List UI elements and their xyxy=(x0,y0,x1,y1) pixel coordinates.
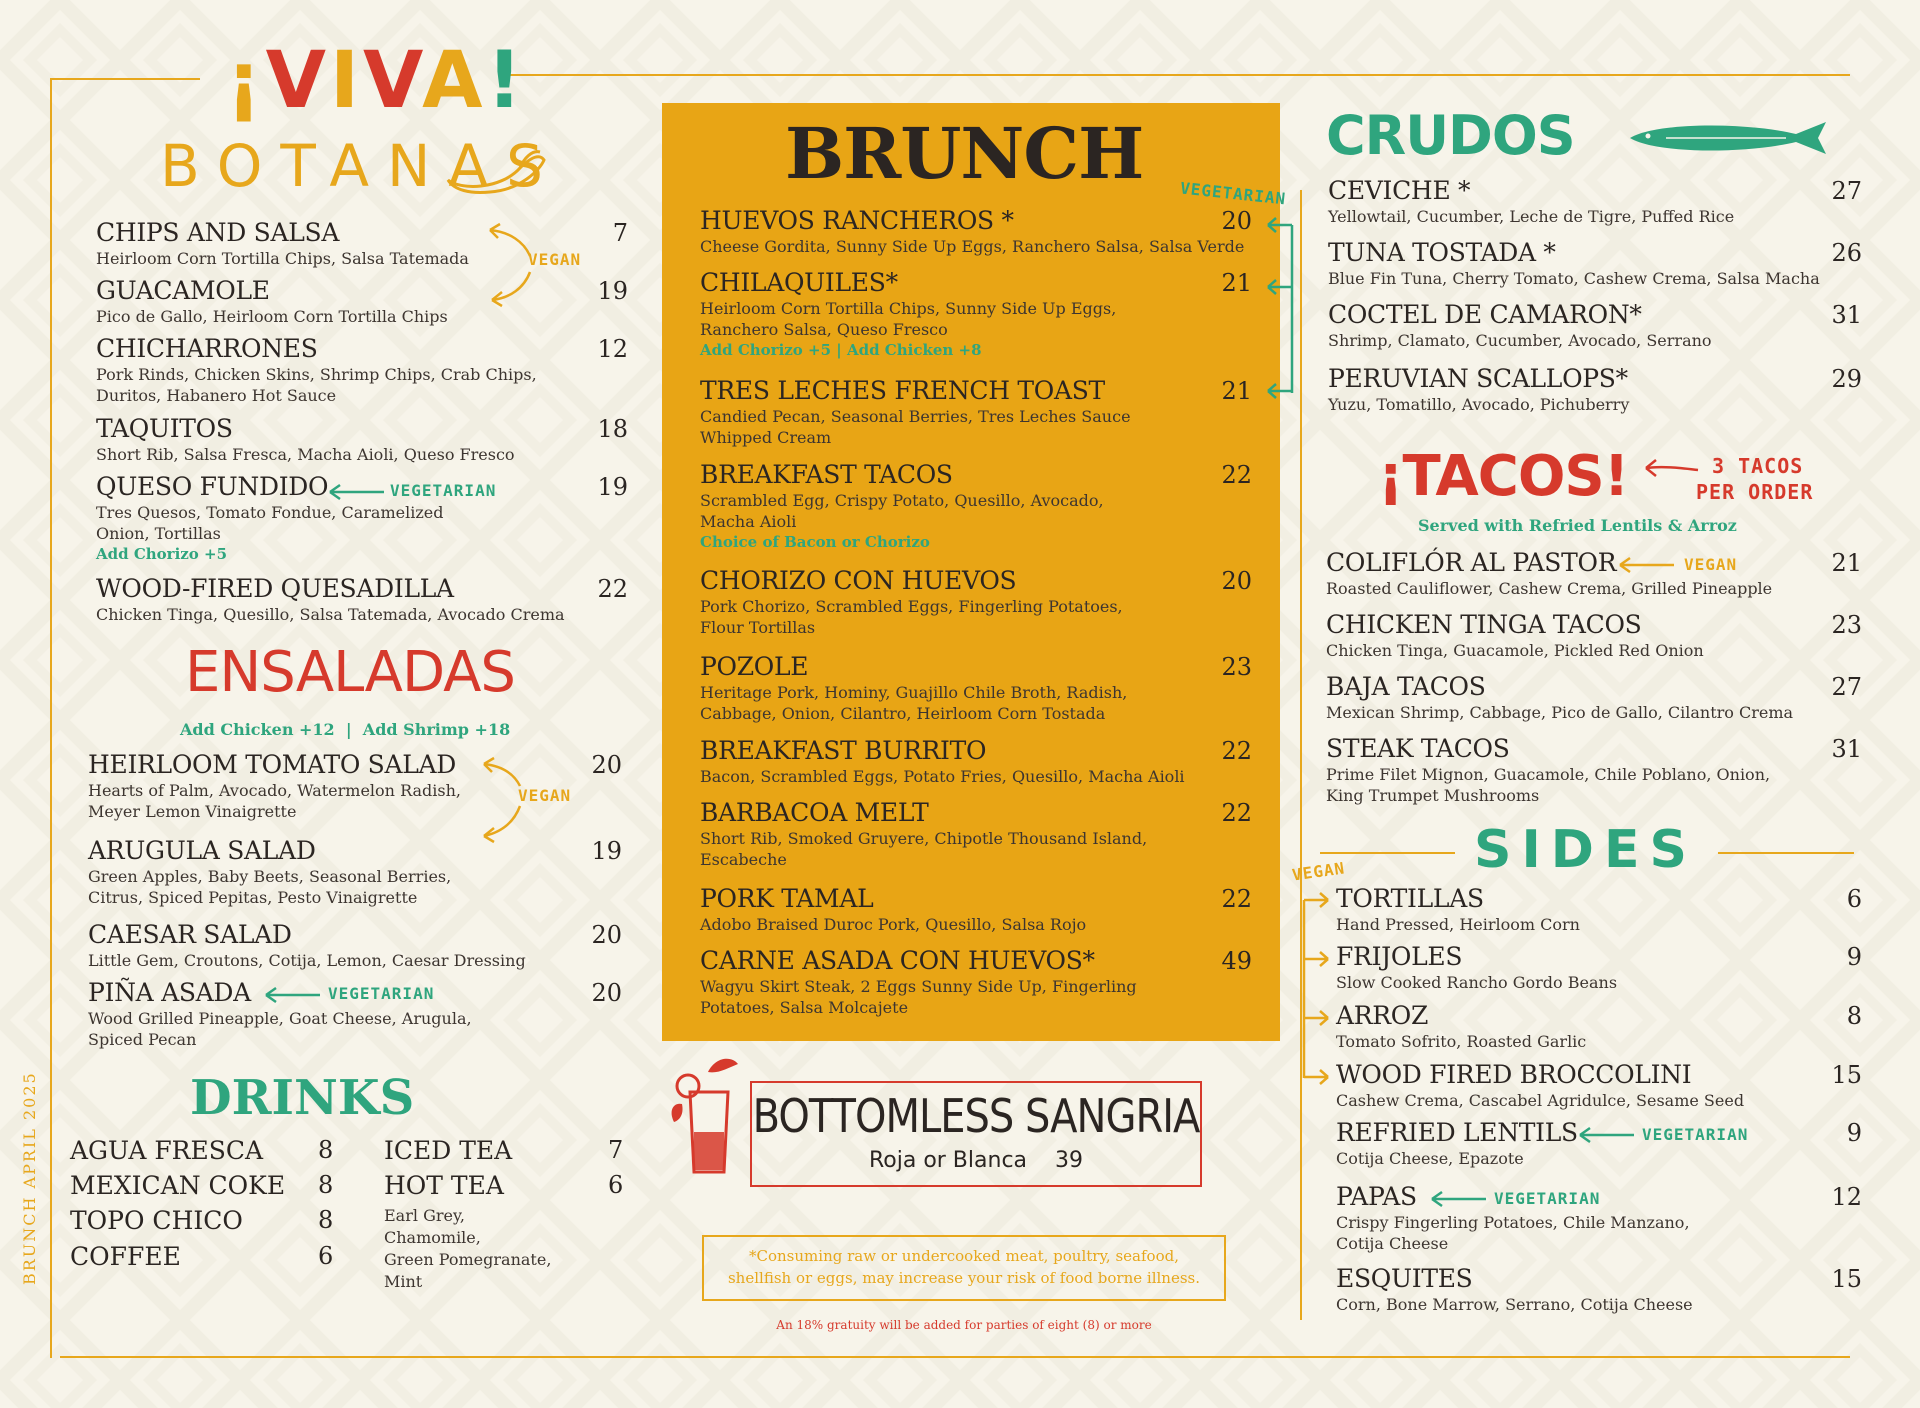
sides-vegan-tag: VEGAN xyxy=(1290,858,1347,885)
botanas-heading: BOTANAS xyxy=(160,132,561,200)
botanas-item xyxy=(96,574,628,625)
sides-item-desc: Cotija Cheese xyxy=(1336,1234,1449,1253)
brunch-heading: BRUNCH xyxy=(785,112,1144,195)
sides-item-name: PAPAS xyxy=(1336,1182,1417,1211)
tacos-item-price: 23 xyxy=(1831,611,1862,639)
brunch-item xyxy=(700,946,1252,1018)
botanas-item-price: 22 xyxy=(597,575,628,603)
botanas-item-desc: Pico de Gallo, Heirloom Corn Tortilla Chips xyxy=(96,307,448,326)
sides-item-desc: Crispy Fingerling Potatoes, Chile Manzano, xyxy=(1336,1213,1690,1232)
botanas-item-name: TAQUITOS xyxy=(96,414,233,443)
sides-item-price: 9 xyxy=(1846,943,1862,971)
salad-item-price: 20 xyxy=(591,979,622,1007)
drink-name: COFFEE xyxy=(70,1242,181,1271)
tacos-note-arrow xyxy=(1640,456,1700,480)
sides-item-name: REFRIED LENTILS xyxy=(1336,1118,1578,1147)
tacos-item xyxy=(1326,548,1862,599)
sides-item-name: ESQUITES xyxy=(1336,1264,1473,1293)
hot-tea-option: Chamomile, xyxy=(384,1228,481,1247)
brunch-item-name: HUEVOS RANCHEROS * xyxy=(700,206,1014,235)
salad-item-desc: Green Apples, Baby Beets, Seasonal Berries, xyxy=(88,867,452,886)
brunch-item-name: BREAKFAST TACOS xyxy=(700,460,953,489)
lentils-vegetarian-tag: VEGETARIAN xyxy=(1642,1125,1749,1144)
botanas-item-desc: Tres Quesos, Tomato Fondue, Caramelized xyxy=(96,503,444,522)
sides-item-name: TORTILLAS xyxy=(1336,884,1484,913)
tacos-heading: ¡TACOS! xyxy=(1378,444,1629,509)
brunch-item-addon: Add Chorizo +5 | Add Chicken +8 xyxy=(700,341,982,359)
sides-item-price: 15 xyxy=(1831,1265,1862,1293)
botanas-item-price: 19 xyxy=(597,277,628,305)
drink-name: ICED TEA xyxy=(384,1136,513,1165)
crudos-item xyxy=(1328,300,1862,351)
brunch-item xyxy=(700,798,1252,870)
drink-price: 6 xyxy=(318,1242,334,1270)
salad-item-desc: Little Gem, Croutons, Cotija, Lemon, Caesar Dressing xyxy=(88,951,526,970)
crudos-item-desc: Yuzu, Tomatillo, Avocado, Pichuberry xyxy=(1328,395,1630,414)
brunch-item xyxy=(700,268,1252,360)
brunch-item-desc: Bacon, Scrambled Eggs, Potato Fries, Quesillo, Macha Aioli xyxy=(700,767,1185,786)
sides-item-desc: Corn, Bone Marrow, Serrano, Cotija Cheese xyxy=(1336,1295,1693,1314)
botanas-item-desc: Duritos, Habanero Hot Sauce xyxy=(96,386,337,405)
brunch-item xyxy=(700,206,1252,257)
botanas-item-price: 7 xyxy=(612,219,628,247)
botanas-vegan-tag: VEGAN xyxy=(528,250,582,269)
salad-vegan-tag: VEGAN xyxy=(518,786,572,805)
sides-item xyxy=(1336,1001,1862,1052)
botanas-item-desc: Chicken Tinga, Quesillo, Salsa Tatemada, Avocado Crema xyxy=(96,605,565,624)
tacos-item-desc: Prime Filet Mignon, Guacamole, Chile Poblano, Onion, xyxy=(1326,765,1771,784)
brunch-item-price: 22 xyxy=(1221,461,1252,489)
crudos-item-price: 31 xyxy=(1831,301,1862,329)
salad-item-price: 19 xyxy=(591,837,622,865)
salad-item xyxy=(88,920,622,971)
brunch-item-desc: Flour Tortillas xyxy=(700,618,816,637)
sides-item xyxy=(1336,884,1862,935)
tacos-item-name: COLIFLÓR AL PASTOR xyxy=(1326,548,1617,577)
brunch-item-desc: Adobo Braised Duroc Pork, Quesillo, Salsa Rojo xyxy=(700,915,1087,934)
crudos-item-desc: Blue Fin Tuna, Cherry Tomato, Cashew Crema, Salsa Macha xyxy=(1328,269,1820,288)
brunch-item xyxy=(700,376,1252,448)
sides-item xyxy=(1336,1264,1862,1315)
sangria-title: BOTTOMLESS SANGRIA xyxy=(752,1090,1200,1144)
sides-item-desc: Tomato Sofrito, Roasted Garlic xyxy=(1336,1032,1587,1051)
papas-vegetarian-tag: VEGETARIAN xyxy=(1494,1189,1601,1208)
sides-item-name: WOOD FIRED BROCCOLINI xyxy=(1336,1060,1692,1089)
salad-item-name: PIÑA ASADA xyxy=(88,978,251,1007)
brunch-item-price: 21 xyxy=(1221,269,1252,297)
brunch-item-desc: Potatoes, Salsa Molcajete xyxy=(700,998,909,1017)
botanas-item-name: WOOD-FIRED QUESADILLA xyxy=(96,574,454,603)
tacos-item-desc: Chicken Tinga, Guacamole, Pickled Red Onion xyxy=(1326,641,1704,660)
vegan-bracket-arrows xyxy=(480,220,540,310)
queso-vegetarian-tag: VEGETARIAN xyxy=(390,481,497,500)
pina-arrow xyxy=(262,985,322,1005)
sides-item xyxy=(1336,1118,1862,1169)
sides-item-price: 6 xyxy=(1846,885,1862,913)
brunch-item-price: 20 xyxy=(1221,207,1252,235)
brunch-item-name: CHORIZO CON HUEVOS xyxy=(700,566,1017,595)
crudos-item-desc: Shrimp, Clamato, Cucumber, Avocado, Serrano xyxy=(1328,331,1712,350)
botanas-item-price: 19 xyxy=(597,473,628,501)
brunch-item-price: 22 xyxy=(1221,799,1252,827)
sides-item-price: 12 xyxy=(1831,1183,1862,1211)
botanas-item-name: CHIPS AND SALSA xyxy=(96,218,340,247)
sides-item-price: 15 xyxy=(1831,1061,1862,1089)
tacos-item-desc: Mexican Shrimp, Cabbage, Pico de Gallo, Cilantro Crema xyxy=(1326,703,1794,722)
brunch-item-desc: Scrambled Egg, Crispy Potato, Quesillo, Avocado, xyxy=(700,491,1104,510)
disclaimer-box xyxy=(702,1235,1226,1301)
botanas-item-desc: Pork Rinds, Chicken Skins, Shrimp Chips, Crab Chips, xyxy=(96,365,537,384)
salad-item-desc: Spiced Pecan xyxy=(88,1030,197,1049)
sides-rule-right xyxy=(1718,852,1854,854)
side-date-text: BRUNCH APRIL 2025 xyxy=(20,1071,39,1285)
brunch-item-price: 22 xyxy=(1221,737,1252,765)
salad-item-name: HEIRLOOM TOMATO SALAD xyxy=(88,750,457,779)
sides-heading: SIDES xyxy=(1474,820,1697,880)
brunch-item-desc: Whipped Cream xyxy=(700,428,832,447)
sides-item xyxy=(1336,1182,1862,1254)
queso-arrow xyxy=(326,482,386,502)
brunch-item-name: CHILAQUILES* xyxy=(700,268,898,297)
drink-price: 8 xyxy=(318,1206,334,1234)
brunch-item-addon: Choice of Bacon or Chorizo xyxy=(700,533,930,551)
tacos-item-price: 27 xyxy=(1831,673,1862,701)
frame-top-left xyxy=(50,78,200,80)
salad-item-name: ARUGULA SALAD xyxy=(88,836,316,865)
sides-item xyxy=(1336,942,1862,993)
sides-item-desc: Slow Cooked Rancho Gordo Beans xyxy=(1336,973,1618,992)
brunch-vegetarian-bracket xyxy=(1262,215,1302,405)
brunch-item-name: POZOLE xyxy=(700,652,809,681)
tacos-served-note: Served with Refried Lentils & Arroz xyxy=(1418,516,1737,535)
salad-item-desc: Meyer Lemon Vinaigrette xyxy=(88,802,297,821)
fish-icon xyxy=(1626,118,1852,158)
brunch-item-name: BREAKFAST BURRITO xyxy=(700,736,987,765)
crudos-item-price: 29 xyxy=(1831,365,1862,393)
tacos-item-name: STEAK TACOS xyxy=(1326,734,1510,763)
salad-item-desc: Wood Grilled Pineapple, Goat Cheese, Arugula, xyxy=(88,1009,472,1028)
brunch-item-price: 49 xyxy=(1221,947,1252,975)
crudos-item xyxy=(1328,364,1862,415)
tacos-note-line-2: PER ORDER xyxy=(1696,480,1814,504)
brunch-item-price: 22 xyxy=(1221,885,1252,913)
brunch-item-desc: Pork Chorizo, Scrambled Eggs, Fingerling Potatoes, xyxy=(700,597,1123,616)
tacos-item-price: 21 xyxy=(1831,549,1862,577)
hot-tea-option: Mint xyxy=(384,1272,423,1291)
sides-vegan-bracket xyxy=(1296,886,1336,1086)
sides-item xyxy=(1336,1060,1862,1111)
drink-price: 8 xyxy=(318,1136,334,1164)
crudos-item-price: 26 xyxy=(1831,239,1862,267)
brunch-item-name: BARBACOA MELT xyxy=(700,798,929,827)
tacos-item-desc: King Trumpet Mushrooms xyxy=(1326,786,1540,805)
brunch-item-desc: Cheese Gordita, Sunny Side Up Eggs, Ranchero Salsa, Salsa Verde xyxy=(700,237,1245,256)
tacos-item-name: BAJA TACOS xyxy=(1326,672,1486,701)
tacos-item-desc: Roasted Cauliflower, Cashew Crema, Grilled Pineapple xyxy=(1326,579,1773,598)
sides-item-desc: Hand Pressed, Heirloom Corn xyxy=(1336,915,1580,934)
crudos-item xyxy=(1328,238,1862,289)
botanas-item xyxy=(96,334,628,406)
sides-item-name: FRIJOLES xyxy=(1336,942,1463,971)
drinks-heading: DRINKS xyxy=(190,1070,415,1126)
salad-item-name: CAESAR SALAD xyxy=(88,920,292,949)
brunch-item xyxy=(700,736,1252,787)
crudos-item-name: CEVICHE * xyxy=(1328,176,1471,205)
disclaimer-line-2: shellfish or eggs, may increase your risk of food borne illness. xyxy=(727,1269,1200,1287)
botanas-item-addon: Add Chorizo +5 xyxy=(96,545,228,563)
sides-item-price: 9 xyxy=(1846,1119,1862,1147)
brunch-item-desc: Heirloom Corn Tortilla Chips, Sunny Side Up Eggs, xyxy=(700,299,1117,318)
brunch-item-price: 23 xyxy=(1221,653,1252,681)
brunch-item-desc: Macha Aioli xyxy=(700,512,797,531)
ensaladas-heading: ENSALADAS xyxy=(185,640,515,705)
crudos-item-desc: Yellowtail, Cucumber, Leche de Tigre, Puffed Rice xyxy=(1328,207,1735,226)
hot-tea-option: Earl Grey, xyxy=(384,1206,465,1225)
ensaladas-addons: Add Chicken +12 | Add Shrimp +18 xyxy=(180,720,511,739)
brunch-item xyxy=(700,652,1252,724)
salad-item-desc: Citrus, Spiced Pepitas, Pesto Vinaigrette xyxy=(88,888,418,907)
crudos-item xyxy=(1328,176,1862,227)
salad-item xyxy=(88,836,622,908)
frame-top-right xyxy=(510,74,1850,76)
brunch-item xyxy=(700,884,1252,935)
botanas-item-name: QUESO FUNDIDO xyxy=(96,472,329,501)
brunch-item-desc: Candied Pecan, Seasonal Berries, Tres Leches Sauce xyxy=(700,407,1131,426)
sangria-subtitle: Roja or Blanca xyxy=(868,1148,1028,1173)
tacos-item xyxy=(1326,610,1862,661)
salad-item-price: 20 xyxy=(591,921,622,949)
crudos-heading: CRUDOS xyxy=(1326,104,1575,167)
botanas-item xyxy=(96,276,628,327)
sangria-glass-icon xyxy=(668,1052,748,1182)
hot-tea-option: Green Pomegranate, xyxy=(384,1250,552,1269)
brunch-item xyxy=(700,566,1252,638)
sangria-price: 39 xyxy=(1055,1148,1084,1173)
drink-price: 8 xyxy=(318,1171,334,1199)
botanas-item-name: GUACAMOLE xyxy=(96,276,270,305)
crudos-item-name: PERUVIAN SCALLOPS* xyxy=(1328,364,1628,393)
brunch-item-name: PORK TAMAL xyxy=(700,884,874,913)
drink-name: MEXICAN COKE xyxy=(70,1171,286,1200)
coliflor-vegan-tag: VEGAN xyxy=(1684,555,1738,574)
tacos-item xyxy=(1326,734,1862,806)
salad-item-price: 20 xyxy=(591,751,622,779)
brunch-vegetarian-tag: VEGETARIAN xyxy=(1179,178,1288,209)
frame-bottom xyxy=(60,1356,1850,1358)
salad-vegan-arrows xyxy=(470,756,530,846)
sides-item-name: ARROZ xyxy=(1336,1001,1429,1030)
brunch-item-name: CARNE ASADA CON HUEVOS* xyxy=(700,946,1095,975)
crudos-item-name: COCTEL DE CAMARON* xyxy=(1328,300,1642,329)
brunch-item-desc: Cabbage, Onion, Cilantro, Heirloom Corn Tostada xyxy=(700,704,1106,723)
tacos-item xyxy=(1326,672,1862,723)
frame-left xyxy=(50,78,52,1358)
sangria-subtitle-row xyxy=(750,1148,1202,1173)
drink-name: HOT TEA xyxy=(384,1171,504,1200)
botanas-item-desc: Heirloom Corn Tortilla Chips, Salsa Tatemada xyxy=(96,249,469,268)
drink-name: TOPO CHICO xyxy=(70,1206,243,1235)
botanas-item-price: 18 xyxy=(597,415,628,443)
brunch-item-price: 21 xyxy=(1221,377,1252,405)
sides-rule-left xyxy=(1320,852,1455,854)
brunch-item xyxy=(700,460,1252,552)
salad-item-desc: Hearts of Palm, Avocado, Watermelon Radish, xyxy=(88,781,461,800)
sides-item-desc: Cashew Crema, Cascabel Agridulce, Sesame Seed xyxy=(1336,1091,1745,1110)
brunch-item-desc: Short Rib, Smoked Gruyere, Chipotle Thousand Island, xyxy=(700,829,1148,848)
crudos-item-name: TUNA TOSTADA * xyxy=(1328,238,1556,267)
botanas-item xyxy=(96,414,628,465)
viva-logo: ¡VIVA! xyxy=(226,36,527,126)
brunch-item-name: TRES LECHES FRENCH TOAST xyxy=(700,376,1105,405)
tacos-item-name: CHICKEN TINGA TACOS xyxy=(1326,610,1642,639)
brunch-item-desc: Heritage Pork, Hominy, Guajillo Chile Broth, Radish, xyxy=(700,683,1128,702)
disclaimer-line-1: *Consuming raw or undercooked meat, poultry, seafood, xyxy=(749,1247,1179,1265)
brunch-item-desc: Escabeche xyxy=(700,850,787,869)
drink-price: 6 xyxy=(608,1171,624,1199)
botanas-item-name: CHICHARRONES xyxy=(96,334,318,363)
brunch-item-price: 20 xyxy=(1221,567,1252,595)
crudos-item-price: 27 xyxy=(1831,177,1862,205)
tacos-item-price: 31 xyxy=(1831,735,1862,763)
brunch-item-desc: Ranchero Salsa, Queso Fresco xyxy=(700,320,948,339)
drink-price: 7 xyxy=(608,1136,624,1164)
tacos-note-line-1: 3 TACOS xyxy=(1712,454,1804,478)
chili-pepper-icon xyxy=(440,140,550,196)
gratuity-note: An 18% gratuity will be added for parties of eight (8) or more xyxy=(776,1318,1152,1332)
botanas-item-price: 12 xyxy=(597,335,628,363)
sides-item-desc: Cotija Cheese, Epazote xyxy=(1336,1149,1524,1168)
pina-vegetarian-tag: VEGETARIAN xyxy=(328,984,435,1003)
drink-name: AGUA FRESCA xyxy=(70,1136,264,1165)
brunch-item-desc: Wagyu Skirt Steak, 2 Eggs Sunny Side Up, Fingerling xyxy=(700,977,1137,996)
botanas-item-desc: Short Rib, Salsa Fresca, Macha Aioli, Queso Fresco xyxy=(96,445,515,464)
sides-item-price: 8 xyxy=(1846,1002,1862,1030)
botanas-item-desc: Onion, Tortillas xyxy=(96,524,221,543)
